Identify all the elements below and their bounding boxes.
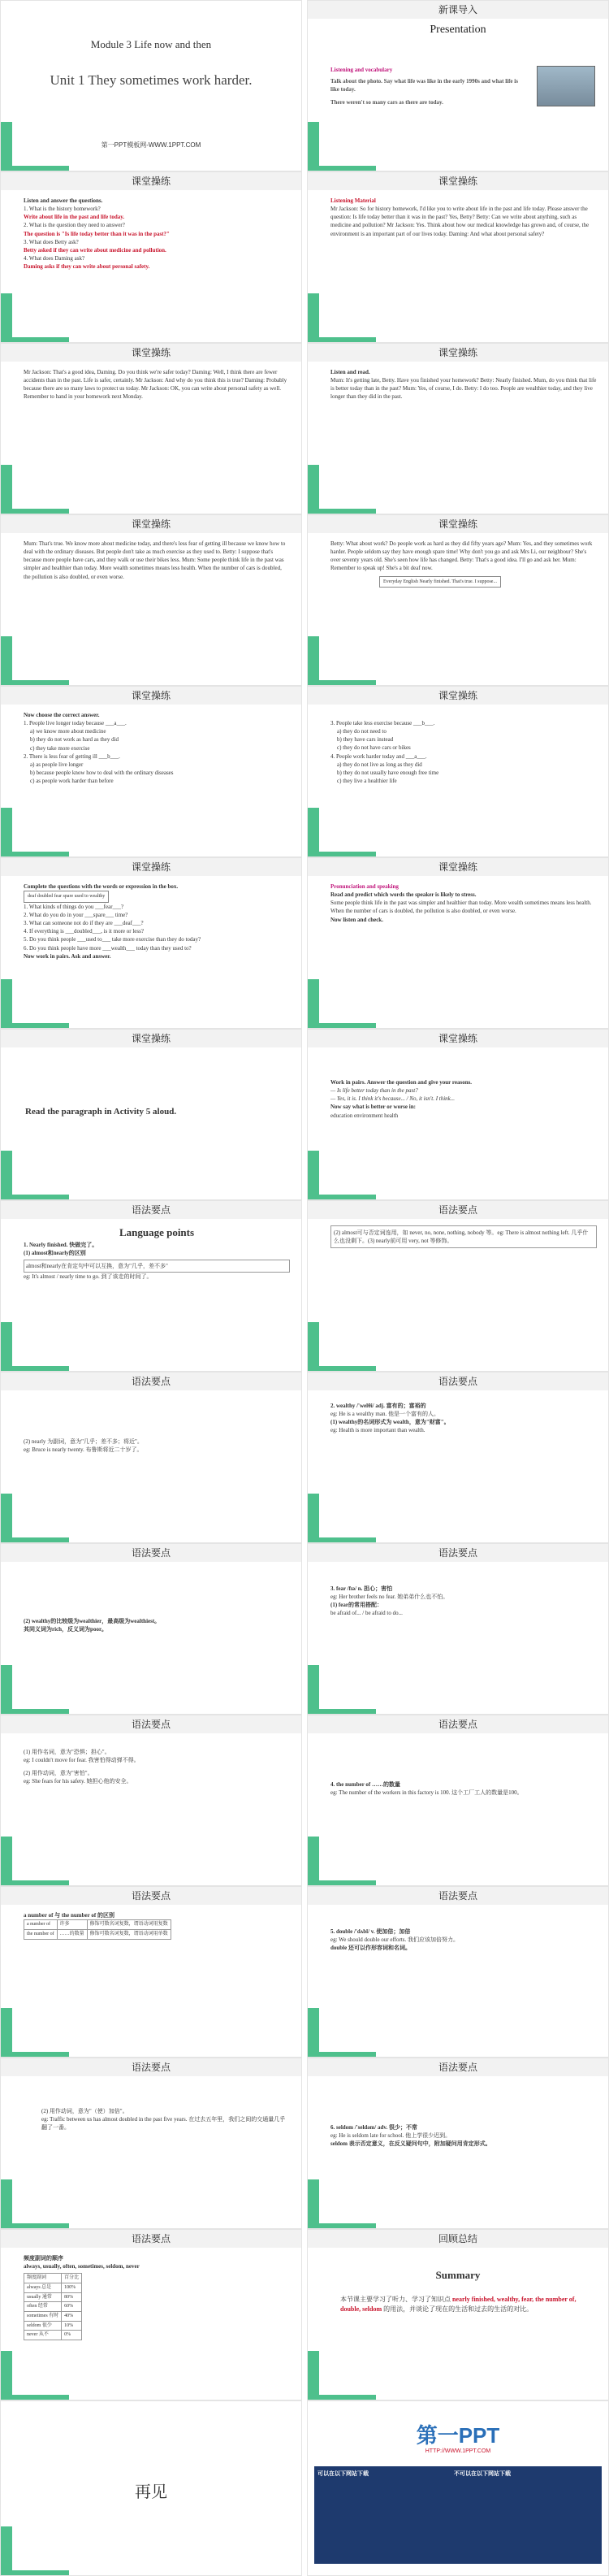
question: 1. What kinds of things do you ___fear___? [24,903,124,910]
slide-header: 新课导入 [308,1,608,19]
deco-bar [308,1151,319,1199]
question: 3. What can someone not do if they are ___deaf___? [24,920,144,927]
question: 2. What is the question they need to answer? [24,222,125,229]
option: a) we know more about medicine [30,728,106,735]
slide-header: 课堂操练 [1,687,301,705]
slide-header: 课堂操练 [308,344,608,362]
answer: — Yes, it is. I think it's because... / No, it isn't. I think... [330,1095,456,1103]
example: eg: We should double our efforts. 我们应该加倍努力。 [330,1936,460,1944]
point: a number of 与 the number of 的区别 [24,1912,114,1919]
question: 1. People live longer today because ___a___. [24,720,127,727]
paragraph: Mr Jackson: So for history homework, I'd like you to write about life in the past and life today. Please answer the question: Is life today better than it was in the past? Yes, Betty? Betty: Can we write about anything, such as medicine and pollution? Mr Jackson: Yes. Think about how our medical knowledge has grown and, of course, the environment is an important part of our lives today. Daming: And what about personal safety? [330,206,590,237]
slide-heading: Summary [435,2269,481,2281]
slide-header: 语法要点 [308,1201,608,1219]
table-cell: the number of [24,1929,58,1939]
question: 2. What do you do in your ___spare___ time? [24,911,128,918]
city-photo [537,66,595,106]
slide-3 [0,171,302,343]
deco-bar [319,1366,376,1371]
deco-bar [308,808,319,856]
everyday-english-box: Everyday English Nearly finished. That's true. I suppose... [379,576,501,588]
deco-bar [12,2052,69,2057]
deco-bar [308,2179,319,2228]
question: 3. What does Betty ask? [24,238,79,245]
table-cell: 许多 [57,1920,87,1930]
slide-header: 课堂操练 [1,515,301,533]
example: eg: Health is more important than wealth. [330,1427,425,1434]
module-title: Module 3 Life now and then [90,38,212,50]
slide-17 [0,1372,302,1543]
deco-bar [319,1880,376,1885]
slide-header: 语法要点 [1,1715,301,1733]
deco-bar [1,1837,12,1885]
instruction: Now work in pairs. Ask and answer. [24,952,111,960]
question: 6. Do you think people have more ___wealth___ today than they used to? [24,944,192,952]
paragraph: Some people think life in the past was simpler and healthier than today. More wealth sometimes means less health. When the number of cars is doubled, the pollution is also doubled, or even worse. [330,900,592,915]
table-cell: a number of [24,1920,58,1930]
slide-heading: Language points [119,1226,195,1238]
point: 1. Nearly finished. 快做完了。 [24,1241,98,1248]
deco-bar [1,636,12,685]
deco-bar [319,2395,376,2400]
deco-bar [12,1195,69,1199]
table-cell: ……的数量 [57,1929,87,1939]
section-heading: Listening and vocabulary [330,67,393,73]
deco-bar [12,337,69,342]
slide-23 [0,1886,302,2058]
deco-bar [308,1665,319,1714]
deco-bar [308,979,319,1028]
point: 5. double /'dʌbl/ v. 使加倍；加倍 [330,1928,411,1935]
deco-bar [308,1494,319,1542]
unit-title: Unit 1 They sometimes work harder. [50,72,253,88]
paragraph: Mr Jackson: That's a good idea, Daming. Do you think we're safer today? Daming: Well, I think there are fewer accidents than in the past. Life is safer, certainly. Mr Jackson: And why do you think this is true? Daming: Probably because there are so many laws to protect us today. Mr Jackson: OK, you can write about personal safety as well. Remember to hand in your homework next Monday. [24,369,287,401]
slide-header: 语法要点 [308,1715,608,1733]
slide-26 [307,2058,609,2229]
instruction: Listen and answer the questions. [24,197,103,204]
deco-bar [1,2008,12,2057]
slide-header: 语法要点 [1,1201,301,1219]
deco-bar [308,122,319,171]
table-cell: seldom 很少 [24,2321,62,2331]
table-cell: 修饰可数名词复数，谓语动词用单数 [87,1929,171,1939]
slide-1 [0,0,302,171]
word-list: education environment health [330,1112,399,1119]
slide-5 [0,343,302,514]
example: be afraid of... / be afraid to do... [330,1610,403,1617]
deco-bar [1,1151,12,1199]
slide-header: 语法要点 [1,2058,301,2076]
deco-bar [319,852,376,856]
point: double 还可以作形容词和名词。 [330,1945,411,1952]
brand-logo: 第一PPT [416,2423,500,2448]
question: — Is life better today than in the past? [330,1087,418,1095]
deco-bar [12,509,69,514]
point: (1) almost和nearly的区别 [24,1249,86,1256]
option: a) they do not need to [337,728,387,735]
slide-header: 语法要点 [308,1373,608,1390]
comparison-table [24,1919,171,1939]
point: 3. fear /fɪə/ n. 担心；害怕 [330,1585,393,1592]
deco-bar [12,1366,69,1371]
table-cell: sometimes 有时 [24,2312,62,2322]
note-box: almost和nearly在肯定句中可以互换，意为"几乎，差不多" [24,1260,290,1273]
table-header: 频度副词 [24,2274,62,2283]
frequency-table [24,2273,82,2340]
instruction: Read and predict which words the speaker is likely to stress. [330,891,477,899]
slide-6 [307,343,609,514]
slide-25 [0,2058,302,2229]
question: 2. There is less fear of getting ill ___b___. [24,752,120,760]
slide-10 [307,686,609,857]
option: a) they do not live as long as they did [337,761,422,768]
slide-4 [307,171,609,343]
deco-bar [12,1537,69,1542]
slide-27 [0,2229,302,2400]
deco-bar [1,1665,12,1714]
info-panel [314,2466,602,2564]
deco-bar [1,2351,12,2400]
deco-bar [319,1709,376,1714]
paragraph: Mum: It's getting late, Betty. Have you finished your homework? Betty: Nearly finished. Mum, do you think that life is better today than in the past? Mum: Yes, of course, I do. Betty: I do too. People are wealthier today, and they live longer than they did in the past. [330,377,597,401]
slide-7 [0,514,302,686]
answer: The question is "Is life today better than it was in the past?" [24,230,170,237]
word-box: deaf doubled fear spare used to wealthy [24,891,109,903]
slide-header: 课堂操练 [1,858,301,876]
option: a) as people live longer [30,761,84,768]
slide-9 [0,686,302,857]
deco-bar [319,1537,376,1542]
deco-bar [308,465,319,514]
allowed-heading: 可以在以下网站下载 [317,2471,369,2477]
deco-bar [1,2526,12,2575]
deco-bar [308,2351,319,2400]
table-cell: 100% [62,2283,82,2292]
slide-30 [307,2400,609,2576]
instruction: Now choose the correct answer. [24,712,100,718]
brand-url: HTTP://WWW.1PPT.COM [425,2448,491,2454]
example: eg: The number of the workers in this factory is 100. 这个工厂工人的数量是100。 [330,1789,523,1797]
instruction: Now listen and check. [330,916,383,923]
point: (2) 用作动词，意为"害怕"。 [24,1770,93,1777]
paragraph: Talk about the photo. Say what life was like in the early 1990s and what life is like today. [330,78,518,93]
table-cell: 80% [62,2292,82,2302]
point: (1) wealthy的名词形式为 wealth，意为"财富"。 [330,1419,450,1426]
slide-header: 课堂操练 [308,515,608,533]
deco-bar [1,1494,12,1542]
deco-bar [308,636,319,685]
deco-bar [12,852,69,856]
table-cell: always 总是 [24,2283,62,2292]
slide-header: 课堂操练 [1,344,301,362]
deco-bar [12,1023,69,1028]
table-cell: often 经常 [24,2302,62,2312]
deco-bar [12,2223,69,2228]
deco-bar [1,808,12,856]
paragraph: 的用法，并谈论了现在的生活和过去的生活的对比。 [383,2305,533,2313]
question: 4. What does Daming ask? [24,254,85,262]
slide-header: 语法要点 [1,1887,301,1905]
point: (2) wealthy的比较级为wealthier，最高级为wealthiest。 [24,1618,161,1624]
slide-15 [0,1200,302,1372]
example: eg: It's almost / nearly time to go. 到了该走的时间了。 [24,1273,153,1281]
deco-bar [308,1837,319,1885]
slide-24 [307,1886,609,2058]
deco-bar [319,509,376,514]
table-cell: 40% [62,2312,82,2322]
slide-header: 语法要点 [1,2230,301,2248]
option: b) they have cars instead [337,736,394,744]
slide-28 [307,2229,609,2400]
deco-bar [12,166,69,171]
deco-bar [12,2395,69,2400]
slide-8 [307,514,609,686]
highlight: nearly finished, wealthy, fear, the number of, double, seldom [340,2296,577,2313]
point: (2) nearly 为副词，意为"几乎；差不多；将近"。 [24,1438,143,1445]
deco-bar [12,680,69,685]
paragraph: There weren't so many cars as there are today. [330,99,443,106]
point: 其同义词为rich，反义词为poor。 [24,1626,108,1633]
slide-2 [307,0,609,171]
slide-13 [0,1029,302,1200]
option: c) they do not have cars or bikes [337,744,411,752]
site-text: 第一PPT模板网-WWW.1PPT.COM [101,141,201,149]
slide-12 [307,857,609,1029]
slide-header: 语法要点 [308,1887,608,1905]
slide-16 [307,1200,609,1372]
question: 1. What is the history homework? [24,206,101,213]
option: b) they do not work as hard as they did [30,736,119,744]
table-header: 百分比 [62,2274,82,2283]
slide-header: 回顾总结 [308,2230,608,2248]
slide-29 [0,2400,302,2576]
question: 4. People work harder today and ___a___. [330,752,427,760]
point: 频度副词的顺序 [24,2255,63,2262]
slide-header: 语法要点 [1,1544,301,1562]
question: 3. People take less exercise because ___b___. [330,720,435,726]
deco-bar [319,1195,376,1199]
deco-bar [319,166,376,171]
paragraph: 本节课主要学习了听力、学习了知识点 [340,2296,451,2303]
option: c) they take more exercise [30,744,90,752]
point: 6. seldom /'seldəm/ adv. 很少；不常 [330,2124,417,2131]
answer: Betty asked if they can write about medicine and pollution. [24,246,166,254]
instruction: Work in pairs. Answer the question and give your reasons. [330,1079,473,1086]
slide-11 [0,857,302,1029]
slide-header: 课堂操练 [1,1030,301,1047]
slide-20 [307,1543,609,1715]
section-heading: Listening Material [330,197,376,204]
slide-14 [307,1029,609,1200]
table-cell: usually 通常 [24,2292,62,2302]
example: eg: Bruce is nearly twenty. 布鲁斯将近二十岁了。 [24,1446,143,1454]
slide-heading: Presentation [430,24,486,36]
deco-bar [12,2570,69,2575]
deco-bar [12,1709,69,1714]
deco-bar [319,2052,376,2057]
option: b) because people know how to deal with the ordinary diseases [30,769,174,776]
slide-header: 语法要点 [1,1373,301,1390]
example: eg: He is a wealthy man. 他是一个富有的人。 [330,1411,439,1418]
slide-21 [0,1715,302,1886]
option: c) as people work harder than before [30,778,114,785]
example: eg: He is seldom late for school. 他上学很少迟到。 [330,2132,451,2140]
table-cell: 修饰可数名词复数，谓语动词用复数 [87,1920,171,1930]
deco-bar [1,293,12,342]
instruction: Complete the questions with the words or expression in the box. [24,883,179,890]
answer: Write about life in the past and life today. [24,214,125,221]
table-cell: 60% [62,2302,82,2312]
point: (2) 用作动词，意为"（使）加倍"。 [41,2108,128,2114]
section-heading: Pronunciation and speaking [330,883,399,890]
question: 4. If everything is ___doubled___, is it more or less? [24,928,144,935]
point: (1) 用作名词，意为"恐惧；担心"。 [24,1749,110,1755]
example: eg: She fears for his safety. 她担心他的安全。 [24,1778,132,1785]
deco-bar [1,1322,12,1371]
slide-19 [0,1543,302,1715]
slide-22 [307,1715,609,1886]
example: eg: Traffic between us has almost doubled in the past five years. 在过去五年里，我们之间的交通量几乎翻了一番。 [41,2116,286,2131]
point: seldom 表示否定意义，在反义疑问句中，附加疑问用肯定形式。 [330,2140,491,2148]
slide-18 [307,1372,609,1543]
deco-bar [308,293,319,342]
deco-bar [1,465,12,514]
slide-header: 语法要点 [308,2058,608,2076]
deco-bar [308,1322,319,1371]
point: 4. the number of ……的数量 [330,1781,401,1788]
deco-bar [319,680,376,685]
instruction: Now say what is better or worse in: [330,1104,416,1111]
instruction: Listen and read. [330,369,370,375]
deco-bar [319,337,376,342]
table-cell: 10% [62,2321,82,2331]
instruction: Read the paragraph in Activity 5 aloud. [25,1107,177,1117]
word-list: always, usually, often, sometimes, seldom, never [24,2263,140,2270]
slide-header: 课堂操练 [308,687,608,705]
note-box: (2) almost可与否定词连用，如 never, no, none, nothing, nobody 等。eg: There is almost nothing left. 几乎什么也没剩下。(3) nearly前可用 very, not 等修饰。 [330,1225,597,1248]
question: 5. Do you think people ___used to___ take more exercise than they do today? [24,936,201,943]
point: (1) fear的常用搭配： [330,1602,382,1609]
deco-bar [1,2179,12,2228]
goodbye-text: 再见 [135,2483,167,2501]
example: eg: I couldn't move for fear. 我害怕得动弹不得。 [24,1757,140,1764]
slide-header: 语法要点 [308,1544,608,1562]
deco-bar [12,1880,69,1885]
disallowed-heading: 不可以在以下网站下载 [454,2471,512,2477]
deco-bar [308,2008,319,2057]
slide-header: 课堂操练 [1,172,301,190]
option: b) they do not usually have enough free time [337,769,439,776]
paragraph: Betty: What about work? Do people work as hard as they did fifty years ago? Mum: Yes, and they sometimes work harder. People seldom say they have enough spare time! Why don't you go and ask Mrs Li, our neighbour? She's over seventy years old. She's seen how life has changed. Betty: That's a good idea. I'll go and ask her. Mum: Remember to speak up! She's a bit deaf now. [330,540,593,572]
answer: Daming asks if they can write about personal safety. [24,263,150,271]
option: c) they live a healthier life [337,777,397,784]
point: 2. wealthy /'welθi/ adj. 富有的；富裕的 [330,1403,426,1409]
slide-header: 课堂操练 [308,858,608,876]
deco-bar [1,979,12,1028]
deco-bar [319,1023,376,1028]
table-cell: 0% [62,2331,82,2340]
slide-header: 课堂操练 [308,172,608,190]
example: eg: Her brother feels no fear. 她弟弟什么也不怕。 [330,1594,449,1601]
paragraph: Mum: That's true. We know more about medicine today, and there's less fear of getting ill because we know how to deal with the ordinary diseases. But people don't take as much exercise as they used to. Betty: I suppose that's because more people have cars, and they walk or use their bikes less. Mum: Some people think life in the past was simpler and healthier than today. More wealth sometimes means less health. When the number of cars is doubled, the pollution is also doubled, or even worse. [24,540,286,580]
deco-bar [319,2223,376,2228]
table-cell: never 从不 [24,2331,62,2340]
slide-header: 课堂操练 [308,1030,608,1047]
